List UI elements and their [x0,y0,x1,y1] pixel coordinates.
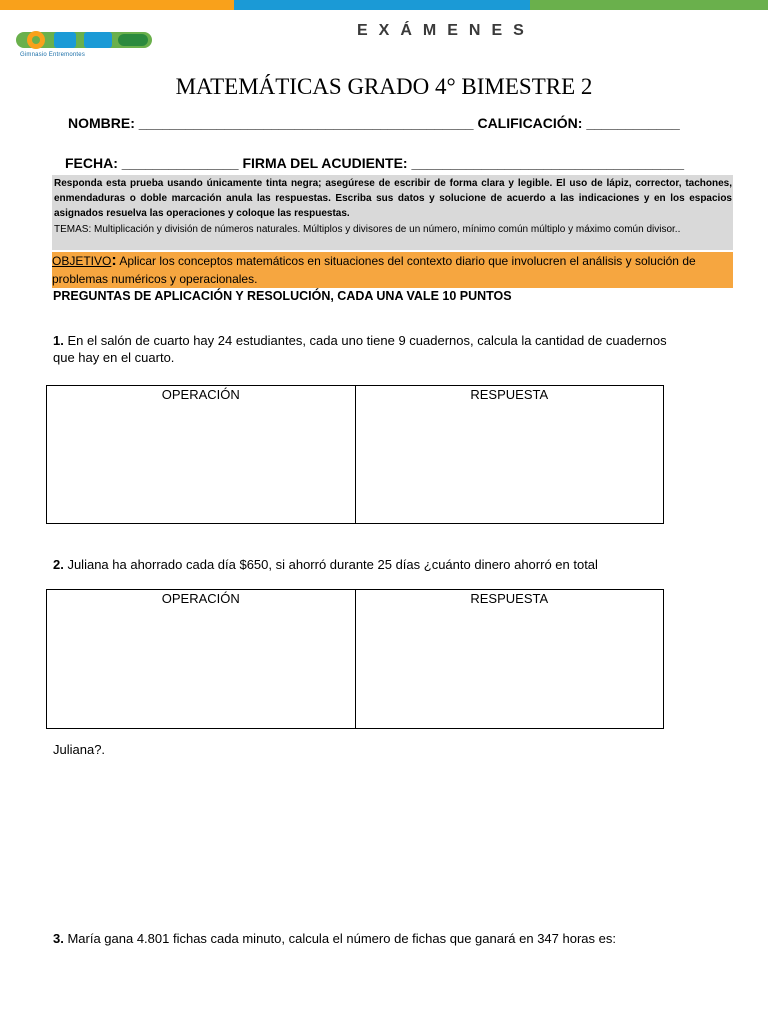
instructions-text: Responda esta prueba usando únicamente tinta negra; asegúrese de escribir de forma clara y legible. El uso de lápiz, corrector, tachones, enmendaduras o doble marcación anula las respuestas. Escriba sus datos y solucione de acuerdo a las indicaciones y en los espacios asignados resuelva las operaciones y coloque las respuestas. [54,178,732,219]
name-grade-line: NOMBRE: ___________________________________________ CALIFICACIÓN: ____________ [68,115,680,131]
section-heading: PREGUNTAS DE APLICACIÓN Y RESOLUCIÓN, CADA UNA VALE 10 PUNTOS [53,289,512,303]
operation-cell[interactable] [47,386,356,524]
answer-cell[interactable] [355,590,664,729]
question-text: María gana 4.801 fichas cada minuto, calcula el número de fichas que ganará en 347 horas es: [63,931,616,946]
question-number: 2. [53,557,64,572]
section-label: EXÁMENES [357,22,535,39]
question-text: Juliana ha ahorrado cada día $650, si ahorró durante 25 días ¿cuánto dinero ahorró en total [63,557,598,572]
logo-subtitle: Gimnasio Entremontes [20,52,86,58]
objective-text: Aplicar los conceptos matemáticos en situaciones del contexto diario que involucren el análisis y solución de problemas numéricos y operacionales. [52,254,696,286]
question-2 [53,556,673,573]
answer-header: RESPUESTA [470,591,549,606]
date-signature-line: FECHA: _______________ FIRMA DEL ACUDIENTE: ___________________________________ [65,155,685,171]
topics-text: TEMAS: Multiplicación y división de números naturales. Múltiplos y divisores de un número, mínimo común múltiplo y máximo común divisor.. [54,224,681,235]
objective-label: OBJETIVO [52,254,112,268]
answer-table-1 [46,385,664,524]
question-number: 1. [53,333,64,348]
question-1 [53,332,673,366]
objective-colon: : [111,252,117,269]
question-text: En el salón de cuarto hay 24 estudiantes, cada uno tiene 9 cuadernos, calcula la cantidad de cuadernos que hay en el cuarto. [53,333,667,365]
operation-header: OPERACIÓN [161,387,240,402]
question-3 [53,930,673,947]
question-number: 3. [53,931,64,946]
objective-box [52,252,733,288]
operation-header: OPERACIÓN [161,591,240,606]
answer-table-2 [46,589,664,729]
top-color-bar [0,0,768,10]
instructions-box [52,175,733,250]
question-2-continuation: Juliana?. [53,742,106,757]
answer-cell[interactable] [355,386,664,524]
operation-cell[interactable] [47,590,356,729]
exam-title: MATEMÁTICAS GRADO 4° BIMESTRE 2 [175,74,593,99]
answer-header: RESPUESTA [470,387,549,402]
